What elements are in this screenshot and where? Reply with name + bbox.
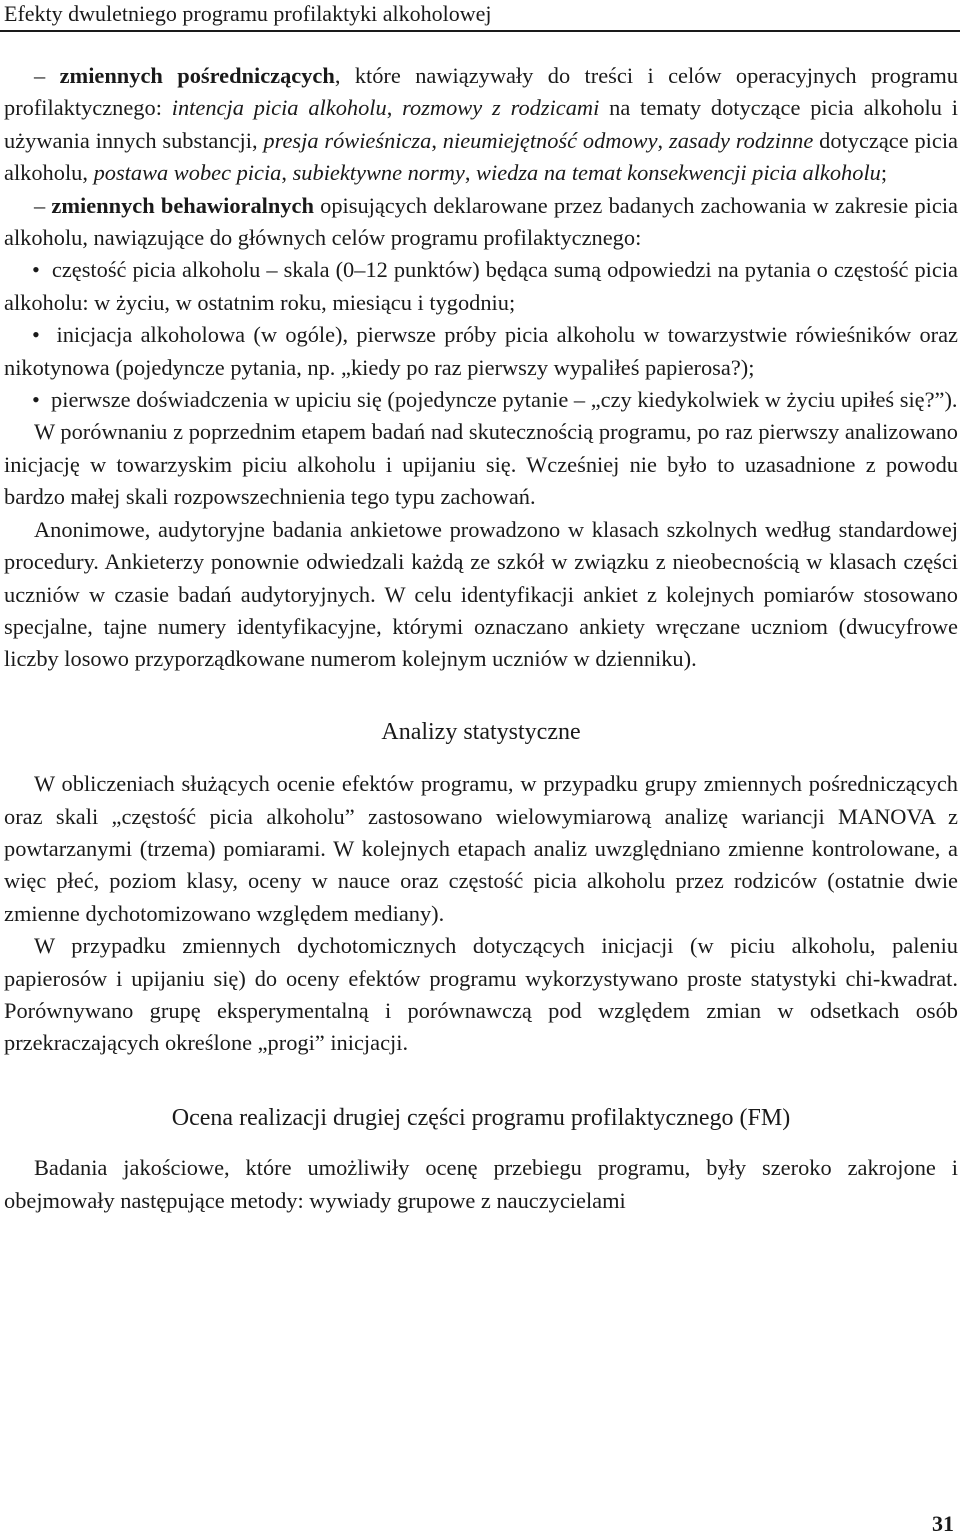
bullet-icon: • bbox=[32, 387, 40, 413]
section-heading: Analizy statystyczne bbox=[381, 718, 581, 745]
section-heading: Ocena realizacji drugiej części programu profilaktycznego (FM) bbox=[171, 1104, 791, 1131]
page-number: 31 bbox=[932, 1511, 954, 1536]
mediating-variables-item: – zmiennych pośredniczących, które nawiązywały do treści i celów operacyjnych programu profilaktycznego: intencja picia alkoholu, rozmowy z rodzicami na tematy dotyczące picia alkoholu i używania innych substancji, presja rówieśnicza, nieumiejętność odmowy, zasady rodzinne dotyczące picia alkoholu, postawa wobec picia, subiektywne normy, wiedza na temat konsekwencji picia alkoholu; bbox=[4, 63, 958, 186]
bullet-item: • inicjacja alkoholowa (w ogóle), pierwsze próby picia alkoholu w towarzystwie rówieśników oraz nikotynowa (pojedyncze pytania, np. „kiedy po raz pierwszy wypaliłeś papierosa?); bbox=[4, 322, 958, 380]
bullet-icon: • bbox=[32, 322, 40, 348]
paragraph: W obliczeniach służących ocenie efektów programu, w przypadku grupy zmiennych pośredniczących oraz skali „częstość picia alkoholu” zastosowano wielowymiarową analizę wariancji MANOVA z powtarzanymi (trzema) pomiarami. W kolejnych etapach analiz uwzględniano zmienne kontrolowane, a więc płeć, poziom klasy, oceny w nauce oraz częstość picia alkoholu przez rodziców (ostatnie dwie zmienne dychotomizowano względem mediany). bbox=[4, 771, 958, 926]
behavioral-variables-term: zmiennych behawioralnych bbox=[51, 192, 314, 218]
behavioral-variables-item: – zmiennych behawioralnych opisujących deklarowane przez badanych zachowania w zakresie picia alkoholu, nawiązujące do głównych celów programu profilaktycznego: bbox=[4, 192, 958, 251]
paragraph: Badania jakościowe, które umożliwiły ocenę przebiegu programu, były szeroko zakrojone i obejmowały następujące metody: wywiady grupowe z nauczycielami bbox=[4, 1155, 958, 1213]
page-body bbox=[4, 60, 958, 1217]
bullet-item: • częstość picia alkoholu – skala (0–12 punktów) będąca sumą odpowiedzi na pytania o częstość picia alkoholu: w życiu, w ostatnim roku, miesiącu i tygodniu; bbox=[4, 257, 958, 315]
paragraph: Anonimowe, audytoryjne badania ankietowe prowadzono w klasach szkolnych według standardowej procedury. Ankieterzy ponownie odwiedzali każdą ze szkół w związku z nieobecnością w klasach części uczniów w czasie badań audytoryjnych. W celu identyfikacji ankiet z kolejnych pomiarów stosowano specjalne, tajne numery identyfikacyjne, którymi oznaczano ankiety wręczane uczniom (dwucyfrowe liczby losowo przyporządkowane numerom kolejnym uczniów w dzienniku). bbox=[4, 516, 958, 672]
running-head: Efekty dwuletniego programu profilaktyki alkoholowej bbox=[4, 1, 492, 26]
bullet-icon: • bbox=[32, 257, 40, 283]
mediating-variables-term: zmiennych pośredniczących bbox=[59, 63, 335, 88]
header-rule bbox=[0, 30, 960, 32]
paragraph: W przypadku zmiennych dychotomicznych dotyczących inicjacji (w piciu alkoholu, paleniu papierosów i upijaniu się) do oceny efektów programu wykorzystywano proste statystyki chi-kwadrat. Porównywano grupę eksperymentalną i porównawczą pod względem zmian w odsetkach osób przekraczających określone „progi” inicjacji. bbox=[4, 933, 958, 1056]
paragraph: W porównaniu z poprzednim etapem badań nad skutecznością programu, po raz pierwszy analizowano inicjację w towarzyskim piciu alkoholu i upijaniu się. Wcześniej nie było to uzasadnione z powodu bardzo małej skali rozpowszechnienia tego typu zachowań. bbox=[4, 419, 958, 510]
bullet-item: • pierwsze doświadczenia w upiciu się (pojedyncze pytanie – „czy kiedykolwiek w życiu upiłeś się?”). bbox=[32, 387, 958, 413]
